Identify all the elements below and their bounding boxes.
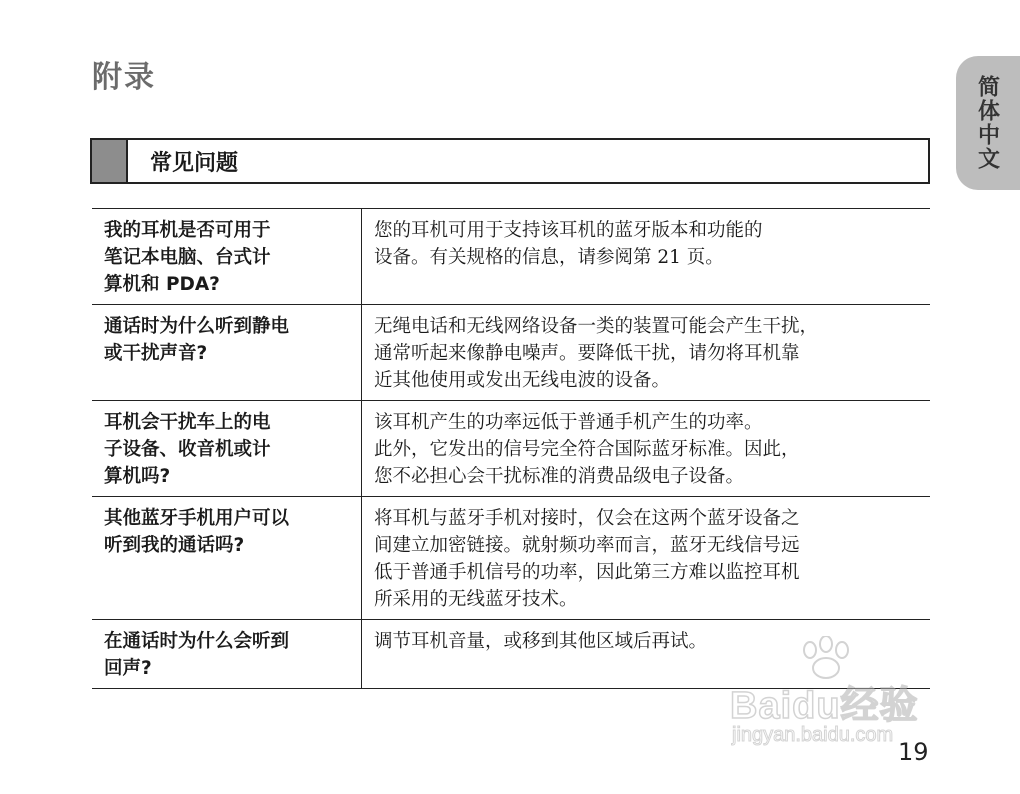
- answer-line: 此外，它发出的信号完全符合国际蓝牙标准。因此，: [374, 439, 800, 460]
- faq-row: [92, 401, 930, 497]
- faq-question: [92, 209, 362, 305]
- answer-line: 该耳机产生的功率远低于普通手机产生的功率。: [374, 412, 763, 433]
- language-tab-label: 简体中文: [974, 75, 1000, 171]
- question-line: 在通话时为什么会听到: [104, 631, 290, 652]
- chapter-title: 附录: [92, 60, 156, 95]
- answer-line: 低于普通手机信号的功率，因此第三方难以监控耳机: [374, 562, 800, 583]
- section-header: [90, 138, 930, 184]
- answer-line: 调节耳机音量，或移到其他区域后再试。: [374, 631, 708, 652]
- question-line: 或干扰声音?: [104, 343, 208, 364]
- faq-row: [92, 209, 930, 305]
- faq-question: [92, 620, 362, 689]
- question-line: 通话时为什么听到静电: [104, 316, 290, 337]
- question-line: 算机和 PDA?: [104, 274, 220, 295]
- faq-question: [92, 401, 362, 497]
- faq-row: [92, 497, 930, 620]
- faq-answer: [362, 497, 931, 620]
- page-number: 19: [898, 738, 929, 766]
- question-line: 子设备、收音机或计: [104, 439, 271, 460]
- answer-line: 您的耳机可用于支持该耳机的蓝牙版本和功能的: [374, 220, 763, 241]
- section-marker: [92, 140, 128, 182]
- faq-answer: [362, 401, 931, 497]
- question-line: 耳机会干扰车上的电: [104, 412, 271, 433]
- question-line: 其他蓝牙手机用户可以: [104, 508, 290, 529]
- answer-line: 无绳电话和无线网络设备一类的装置可能会产生干扰，: [374, 316, 819, 337]
- faq-question: [92, 497, 362, 620]
- faq-answer: [362, 209, 931, 305]
- watermark-logo-text: Baidu经验: [730, 685, 919, 727]
- language-tab: [956, 56, 1020, 190]
- faq-answer: [362, 305, 931, 401]
- question-line: 算机吗?: [104, 466, 171, 487]
- answer-line: 近其他使用或发出无线电波的设备。: [374, 370, 671, 391]
- question-line: 我的耳机是否可用于: [104, 220, 271, 241]
- question-line: 回声?: [104, 658, 152, 679]
- question-line: 听到我的通话吗?: [104, 535, 245, 556]
- answer-line: 将耳机与蓝牙手机对接时，仅会在这两个蓝牙设备之: [374, 508, 800, 529]
- faq-row: [92, 305, 930, 401]
- answer-line: 设备。有关规格的信息，请参阅第 21 页。: [374, 247, 724, 268]
- answer-line: 间建立加密链接。就射频功率而言，蓝牙无线信号远: [374, 535, 800, 556]
- question-line: 笔记本电脑、台式计: [104, 247, 271, 268]
- faq-question: [92, 305, 362, 401]
- watermark-url: jingyan.baidu.com: [732, 724, 894, 746]
- section-title: 常见问题: [150, 150, 239, 176]
- answer-line: 通常听起来像静电噪声。要降低干扰，请勿将耳机靠: [374, 343, 800, 364]
- answer-line: 所采用的无线蓝牙技术。: [374, 589, 578, 610]
- faq-table: [92, 208, 930, 689]
- answer-line: 您不必担心会干扰标准的消费品级电子设备。: [374, 466, 745, 487]
